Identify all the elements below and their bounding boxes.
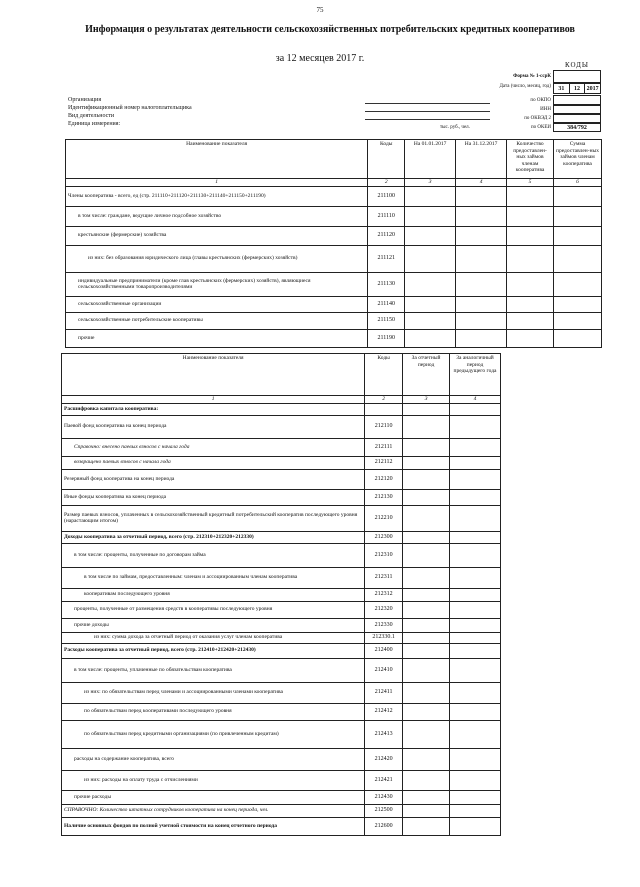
row-name: Расшифровка капитала кооператива:	[62, 403, 365, 415]
header-name: Наименование показателя	[62, 354, 365, 396]
header-code: Коды	[368, 140, 405, 179]
value-cell[interactable]	[405, 329, 456, 347]
activity-label: Вид деятельности	[68, 113, 115, 119]
report-period: за 12 месяцев 2017 г.	[275, 53, 365, 64]
value-cell[interactable]	[553, 329, 601, 347]
table-row	[66, 296, 602, 312]
table-row	[62, 601, 501, 618]
value-cell[interactable]	[450, 770, 501, 790]
value-cell[interactable]	[507, 296, 554, 312]
table-row	[62, 817, 501, 835]
value-cell[interactable]	[456, 329, 507, 347]
value-cell[interactable]	[553, 186, 601, 206]
okei-label: по ОКЕИ	[530, 125, 551, 130]
okved-label: по ОКВЭД 2	[524, 116, 551, 121]
value-cell[interactable]	[450, 720, 501, 748]
row-name: по обязательствам перед кооперативами последующего уровня	[62, 703, 365, 720]
value-cell[interactable]	[450, 415, 501, 438]
value-cell[interactable]	[450, 618, 501, 632]
value-cell[interactable]	[507, 312, 554, 329]
value-cell[interactable]	[403, 489, 450, 505]
row-code: 212330.1	[365, 632, 403, 643]
inn-field-label: Идентификационный номер налогоплательщика	[68, 105, 192, 111]
row-code: 212320	[365, 601, 403, 618]
value-cell[interactable]	[553, 312, 601, 329]
header-name: Наименование показателя	[66, 140, 368, 179]
activity-line	[365, 119, 490, 120]
inn-label: ИНН	[540, 107, 551, 112]
value-cell[interactable]	[456, 312, 507, 329]
table-row	[66, 272, 602, 296]
row-name: Размер паевых взносов, уплаченных в сельскохозяйственный кредитный потребительский кооператив последующего уровня (нарастающим итогом)	[62, 505, 365, 531]
row-code: 211121	[368, 245, 405, 272]
row-name: Члены кооператива - всего, ед (стр. 211110+211120+211130+211140+211150+211190)	[66, 186, 368, 206]
col-num: 2	[365, 396, 403, 404]
value-cell[interactable]	[456, 226, 507, 245]
value-cell[interactable]	[450, 748, 501, 770]
value-cell[interactable]	[403, 438, 450, 456]
row-code: 212420	[365, 748, 403, 770]
org-label: Организация	[68, 97, 102, 103]
row-code: 211100	[368, 186, 405, 206]
col-num: 1	[66, 179, 368, 187]
table-row	[62, 770, 501, 790]
value-cell[interactable]	[450, 658, 501, 682]
table-row	[66, 245, 602, 272]
row-name: Наличие основных фондов по полной учетной стоимости на конец отчетного периода	[62, 817, 365, 835]
value-cell[interactable]	[553, 296, 601, 312]
value-cell[interactable]	[403, 720, 450, 748]
table-row	[62, 618, 501, 632]
value-cell[interactable]	[450, 643, 501, 658]
row-name: Доходы кооператива за отчетный период, всего (стр. 212310+212320+212330)	[62, 531, 365, 543]
row-code: 211150	[368, 312, 405, 329]
row-name: СПРАВОЧНО: Количество штатных сотрудников кооператива на конец периода, чел.	[62, 804, 365, 817]
members-table-header	[66, 140, 602, 179]
table-row	[66, 312, 602, 329]
header-end: На 31.12.2017	[456, 140, 507, 179]
table-row	[62, 588, 501, 601]
row-name: из них: сумма дохода за отчетный период от оказания услуг членам кооператива	[62, 632, 365, 643]
row-code: 212210	[365, 505, 403, 531]
value-cell[interactable]	[403, 804, 450, 817]
table-row	[62, 658, 501, 682]
value-cell[interactable]	[553, 226, 601, 245]
date-label: Дата (число, месяц, год)	[499, 84, 551, 89]
row-name: расходы на содержание кооператива, всего	[62, 748, 365, 770]
row-name: Паевой фонд кооператива на конец периода	[62, 415, 365, 438]
table-row	[62, 748, 501, 770]
value-cell[interactable]	[405, 186, 456, 206]
value-cell[interactable]	[405, 206, 456, 226]
row-name: сельскохозяйственные организации	[66, 296, 368, 312]
col-num: 3	[405, 179, 456, 187]
col-num: 4	[456, 179, 507, 187]
value-cell[interactable]	[456, 272, 507, 296]
table-row	[62, 543, 501, 567]
value-cell[interactable]	[403, 469, 450, 489]
value-cell[interactable]	[507, 329, 554, 347]
value-cell[interactable]	[450, 567, 501, 588]
table-row	[62, 632, 501, 643]
value-cell[interactable]	[403, 748, 450, 770]
row-code: 212312	[365, 588, 403, 601]
value-cell[interactable]	[450, 403, 501, 415]
value-cell[interactable]	[450, 804, 501, 817]
value-cell[interactable]	[405, 312, 456, 329]
value-cell[interactable]	[450, 817, 501, 835]
value-cell[interactable]	[403, 658, 450, 682]
value-cell[interactable]	[553, 245, 601, 272]
value-cell[interactable]	[403, 817, 450, 835]
row-code: 212300	[365, 531, 403, 543]
date-month: 12	[570, 84, 586, 93]
row-name: в том числе: проценты, уплаченные по обязательствам кооператива	[62, 658, 365, 682]
value-cell[interactable]	[403, 567, 450, 588]
value-cell[interactable]	[507, 272, 554, 296]
table-row	[62, 403, 501, 415]
value-cell[interactable]	[450, 790, 501, 804]
okpo-box	[553, 95, 601, 105]
table-row	[62, 505, 501, 531]
form-label: Форма № 1-сcpК	[513, 74, 551, 79]
table-row	[62, 567, 501, 588]
value-cell[interactable]	[456, 186, 507, 206]
table-row	[62, 489, 501, 505]
row-name: возвращено паевых взносов с начала года	[62, 456, 365, 469]
value-cell[interactable]	[456, 296, 507, 312]
org-line	[365, 103, 490, 104]
row-code: 212110	[365, 415, 403, 438]
row-code: 212120	[365, 469, 403, 489]
table-row	[66, 186, 602, 206]
value-cell[interactable]	[450, 489, 501, 505]
value-cell[interactable]	[507, 186, 554, 206]
table-row	[62, 804, 501, 817]
value-cell[interactable]	[450, 543, 501, 567]
value-cell[interactable]	[553, 272, 601, 296]
row-name: в том числе по займам, предоставленным: членам и ассоциированным членам кооператива	[62, 567, 365, 588]
value-cell[interactable]	[450, 456, 501, 469]
row-name: сельскохозяйственные потребительские кооперативы	[66, 312, 368, 329]
value-cell[interactable]	[450, 588, 501, 601]
value-cell[interactable]	[507, 245, 554, 272]
okei-box: 384/792	[553, 123, 601, 132]
date-box	[553, 83, 601, 94]
row-code: 211120	[368, 226, 405, 245]
row-name: индивидуальные предприниматели (кроме глав крестьянских (фермерских) хозяйств), являющиеся сельскохозяйственными товаропроизводителями	[66, 272, 368, 296]
row-code: 212310	[365, 543, 403, 567]
page-title: Информация о результатах деятельности сельскохозяйственных потребительских кредитных кооперативов	[85, 24, 575, 35]
row-name: из них: расходы на оплату труда с отчислениями	[62, 770, 365, 790]
row-code: 211110	[368, 206, 405, 226]
inn-box	[553, 105, 601, 114]
value-cell[interactable]	[405, 272, 456, 296]
table-row	[62, 682, 501, 703]
unit-label: Единица измерения:	[68, 121, 121, 127]
value-cell[interactable]	[450, 505, 501, 531]
members-table	[65, 139, 602, 348]
row-name: из них: по обязательствам перед членами и ассоциированными членами кооператива	[62, 682, 365, 703]
header-start: На 01.01.2017	[405, 140, 456, 179]
col-num: 2	[368, 179, 405, 187]
units-value: тыс. руб., чел.	[440, 125, 470, 130]
row-code: 212500	[365, 804, 403, 817]
table-row	[62, 415, 501, 438]
header-code: Коды	[365, 354, 403, 396]
row-code: 212430	[365, 790, 403, 804]
row-name: в том числе: проценты, полученные по договорам займа	[62, 543, 365, 567]
value-cell[interactable]	[450, 438, 501, 456]
value-cell[interactable]	[450, 703, 501, 720]
row-name: прочие расходы	[62, 790, 365, 804]
row-code: 212130	[365, 489, 403, 505]
value-cell[interactable]	[450, 469, 501, 489]
value-cell[interactable]	[403, 588, 450, 601]
table-row	[62, 720, 501, 748]
row-code: 212112	[365, 456, 403, 469]
value-cell[interactable]	[403, 618, 450, 632]
row-code: 212330	[365, 618, 403, 632]
col-num: 1	[62, 396, 365, 404]
date-day: 31	[554, 84, 570, 93]
value-cell[interactable]	[507, 226, 554, 245]
col-num: 5	[507, 179, 554, 187]
form-code-box	[553, 70, 601, 83]
row-code: 211140	[368, 296, 405, 312]
row-code: 212111	[365, 438, 403, 456]
row-code: 212600	[365, 817, 403, 835]
col-num: 3	[403, 396, 450, 404]
value-cell[interactable]	[456, 206, 507, 226]
row-code: 211190	[368, 329, 405, 347]
value-cell[interactable]	[405, 296, 456, 312]
value-cell[interactable]	[403, 770, 450, 790]
header-current: За отчетный период	[403, 354, 450, 396]
row-name: в том числе: граждане, ведущие личное подсобное хозяйство	[66, 206, 368, 226]
row-code: 211130	[368, 272, 405, 296]
table-row	[66, 329, 602, 347]
value-cell[interactable]	[403, 543, 450, 567]
row-code: 212412	[365, 703, 403, 720]
okved-box	[553, 114, 601, 123]
value-cell[interactable]	[403, 531, 450, 543]
value-cell[interactable]	[403, 505, 450, 531]
row-code: 212413	[365, 720, 403, 748]
table-row	[62, 643, 501, 658]
value-cell[interactable]	[450, 632, 501, 643]
header-previous: За аналогичный период предыдущего года	[450, 354, 501, 396]
value-cell[interactable]	[507, 206, 554, 226]
value-cell[interactable]	[405, 226, 456, 245]
row-name: Справочно: внесено паевых взносов с начала года	[62, 438, 365, 456]
row-name: Расходы кооператива за отчетный период, всего (стр. 212410+212420+212430)	[62, 643, 365, 658]
row-code: 212411	[365, 682, 403, 703]
row-name: прочие доходы	[62, 618, 365, 632]
column-numbers	[62, 396, 501, 404]
row-name: по обязательствам перед кредитными организациями (по привлеченным кредитам)	[62, 720, 365, 748]
table-row	[62, 531, 501, 543]
page-number: 75	[316, 6, 324, 14]
row-name: прочие	[66, 329, 368, 347]
date-year: 2017	[586, 85, 599, 92]
value-cell[interactable]	[403, 601, 450, 618]
table-row	[62, 438, 501, 456]
value-cell[interactable]	[450, 682, 501, 703]
header-loan-count: Количество предоставлен-ных займов членам кооператива	[507, 140, 554, 179]
table-row	[66, 206, 602, 226]
value-cell[interactable]	[450, 601, 501, 618]
row-name: Резервный фонд кооператива на конец периода	[62, 469, 365, 489]
column-numbers	[66, 179, 602, 187]
row-code	[365, 403, 403, 415]
row-code: 212410	[365, 658, 403, 682]
table-row	[62, 456, 501, 469]
row-code: 212311	[365, 567, 403, 588]
row-code: 212421	[365, 770, 403, 790]
row-name: Иные фонды кооператива на конец периода	[62, 489, 365, 505]
codes-header: КОДЫ	[564, 61, 590, 69]
table-row	[62, 790, 501, 804]
row-name: из них: без образования юридического лица (главы крестьянских (фермерских) хозяйств)	[66, 245, 368, 272]
row-name: крестьянские (фермерские) хозяйства	[66, 226, 368, 245]
value-cell[interactable]	[403, 790, 450, 804]
value-cell[interactable]	[403, 415, 450, 438]
value-cell[interactable]	[403, 703, 450, 720]
col-num: 6	[553, 179, 601, 187]
inn-line	[365, 111, 490, 112]
value-cell[interactable]	[450, 531, 501, 543]
header-loan-sum: Сумма предоставлен-ных займов членам кооператива	[553, 140, 601, 179]
value-cell[interactable]	[456, 245, 507, 272]
value-cell[interactable]	[403, 643, 450, 658]
value-cell[interactable]	[403, 456, 450, 469]
value-cell[interactable]	[403, 682, 450, 703]
row-code: 212400	[365, 643, 403, 658]
value-cell[interactable]	[403, 632, 450, 643]
table-row	[62, 469, 501, 489]
capital-table	[61, 353, 501, 836]
row-name: проценты, полученные от размещения средств в кооперативы последующего уровня	[62, 601, 365, 618]
row-name: кооперативам последующего уровня	[62, 588, 365, 601]
value-cell[interactable]	[405, 245, 456, 272]
value-cell[interactable]	[553, 206, 601, 226]
value-cell[interactable]	[403, 403, 450, 415]
table-row	[66, 226, 602, 245]
table-row	[62, 703, 501, 720]
okpo-label: по ОКПО	[530, 98, 551, 103]
col-num: 4	[450, 396, 501, 404]
capital-table-header	[62, 354, 501, 396]
